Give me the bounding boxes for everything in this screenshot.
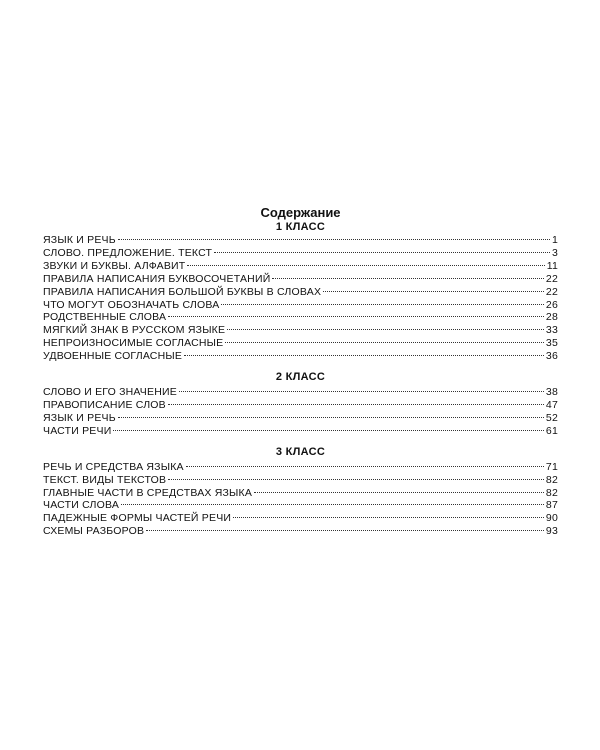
toc-entry-page: 90 (545, 512, 558, 525)
toc-entry-title: МЯГКИЙ ЗНАК В РУССКОМ ЯЗЫКЕ (43, 324, 226, 337)
toc-entry-page: 52 (545, 411, 558, 424)
dot-leader (179, 391, 544, 392)
toc-entry-list (43, 234, 558, 363)
toc-entry (43, 311, 558, 324)
dot-leader (168, 316, 544, 317)
toc-entry-page: 33 (545, 324, 558, 337)
toc-entry-page: 28 (545, 311, 558, 324)
toc-entry (43, 273, 558, 286)
toc-entry (43, 487, 558, 500)
dot-leader (187, 265, 544, 266)
toc-entry (43, 337, 558, 350)
toc-entry-title: ЧТО МОГУТ ОБОЗНАЧАТЬ СЛОВА (43, 298, 220, 311)
toc-entry (43, 350, 558, 363)
toc-entry-title: СЛОВО. ПРЕДЛОЖЕНИЕ. ТЕКСТ (43, 246, 213, 259)
toc-entry-page: 47 (545, 398, 558, 411)
dot-leader (225, 342, 544, 343)
toc-entry (43, 234, 558, 247)
toc-entry-title: ЗВУКИ И БУКВЫ. АЛФАВИТ (43, 259, 186, 272)
toc-entry (43, 425, 558, 438)
toc-entry-list (43, 386, 558, 438)
toc-entry-page: 71 (545, 460, 558, 473)
toc-entry-list (43, 461, 558, 538)
toc-entry (43, 399, 558, 412)
section-heading: 1 КЛАСС (275, 221, 326, 233)
dot-leader (184, 355, 544, 356)
dot-leader (118, 417, 544, 418)
toc-entry-title: ЯЗЫК И РЕЧЬ (43, 234, 116, 246)
toc-entry-page: 26 (545, 298, 558, 311)
toc-entry (43, 474, 558, 487)
toc-entry-title: РОДСТВЕННЫЕ СЛОВА (43, 311, 167, 324)
section-heading: 3 КЛАСС (275, 445, 326, 458)
toc-entry (43, 299, 558, 312)
toc-entry-page: 38 (545, 386, 558, 399)
toc-title: Содержание (260, 205, 341, 220)
toc-entry-title: СЛОВО И ЕГО ЗНАЧЕНИЕ (43, 386, 177, 399)
toc-entry (43, 386, 558, 399)
toc-entry-title: СХЕМЫ РАЗБОРОВ (43, 525, 145, 538)
toc-entry (43, 525, 558, 538)
toc-entry-title: ПРАВОПИСАНИЕ СЛОВ (43, 398, 166, 411)
table-of-contents (43, 205, 558, 538)
toc-entry-page: 93 (545, 525, 558, 538)
toc-entry (43, 247, 558, 260)
toc-entry-page: 82 (545, 473, 558, 486)
toc-entry-title: ТЕКСТ. ВИДЫ ТЕКСТОВ (43, 473, 167, 486)
section-heading: 2 КЛАСС (275, 371, 326, 384)
toc-entry-page: 82 (545, 486, 558, 499)
toc-entry-title: ЧАСТИ СЛОВА (43, 499, 120, 512)
toc-entry-title: РЕЧЬ И СРЕДСТВА ЯЗЫКА (43, 460, 184, 473)
dot-leader (168, 404, 544, 405)
toc-entry-title: ГЛАВНЫЕ ЧАСТИ В СРЕДСТВАХ ЯЗЫКА (43, 486, 253, 499)
dot-leader (186, 466, 544, 467)
toc-sections (43, 220, 558, 538)
toc-entry (43, 461, 558, 474)
dot-leader (233, 517, 544, 518)
toc-entry-title: ПРАВИЛА НАПИСАНИЯ БУКВОСОЧЕТАНИЙ (43, 272, 271, 285)
toc-entry-title: ЯЗЫК И РЕЧЬ (43, 411, 116, 424)
dot-leader (227, 329, 544, 330)
dot-leader (146, 530, 544, 531)
toc-entry-page: 11 (546, 259, 558, 272)
toc-entry-title: НЕПРОИЗНОСИМЫЕ СОГЛАСНЫЕ (43, 337, 224, 350)
toc-entry (43, 512, 558, 525)
dot-leader (168, 479, 544, 480)
toc-entry-page: 22 (545, 285, 558, 298)
toc-entry (43, 412, 558, 425)
toc-entry-page: 3 (551, 246, 558, 259)
dot-leader (254, 492, 544, 493)
toc-entry (43, 324, 558, 337)
dot-leader (113, 430, 543, 431)
toc-entry-title: ПРАВИЛА НАПИСАНИЯ БОЛЬШОЙ БУКВЫ В СЛОВАХ (43, 285, 322, 298)
dot-leader (214, 252, 550, 253)
toc-entry-page: 35 (545, 337, 558, 350)
toc-entry-page: 61 (545, 424, 558, 437)
toc-entry (43, 260, 558, 273)
dot-leader (323, 291, 544, 292)
toc-entry-title: ЧАСТИ РЕЧИ (43, 424, 112, 437)
toc-entry-title: ПАДЕЖНЫЕ ФОРМЫ ЧАСТЕЙ РЕЧИ (43, 512, 232, 525)
toc-entry-page: 87 (545, 499, 558, 512)
toc-entry-page: 36 (545, 350, 558, 363)
toc-entry-title: УДВОЕННЫЕ СОГЛАСНЫЕ (43, 350, 183, 363)
toc-entry-page: 22 (545, 272, 558, 285)
dot-leader (118, 239, 550, 240)
dot-leader (121, 504, 544, 505)
toc-entry (43, 499, 558, 512)
toc-entry-page: 1 (551, 234, 558, 246)
dot-leader (221, 304, 544, 305)
dot-leader (272, 278, 543, 279)
toc-entry (43, 286, 558, 299)
